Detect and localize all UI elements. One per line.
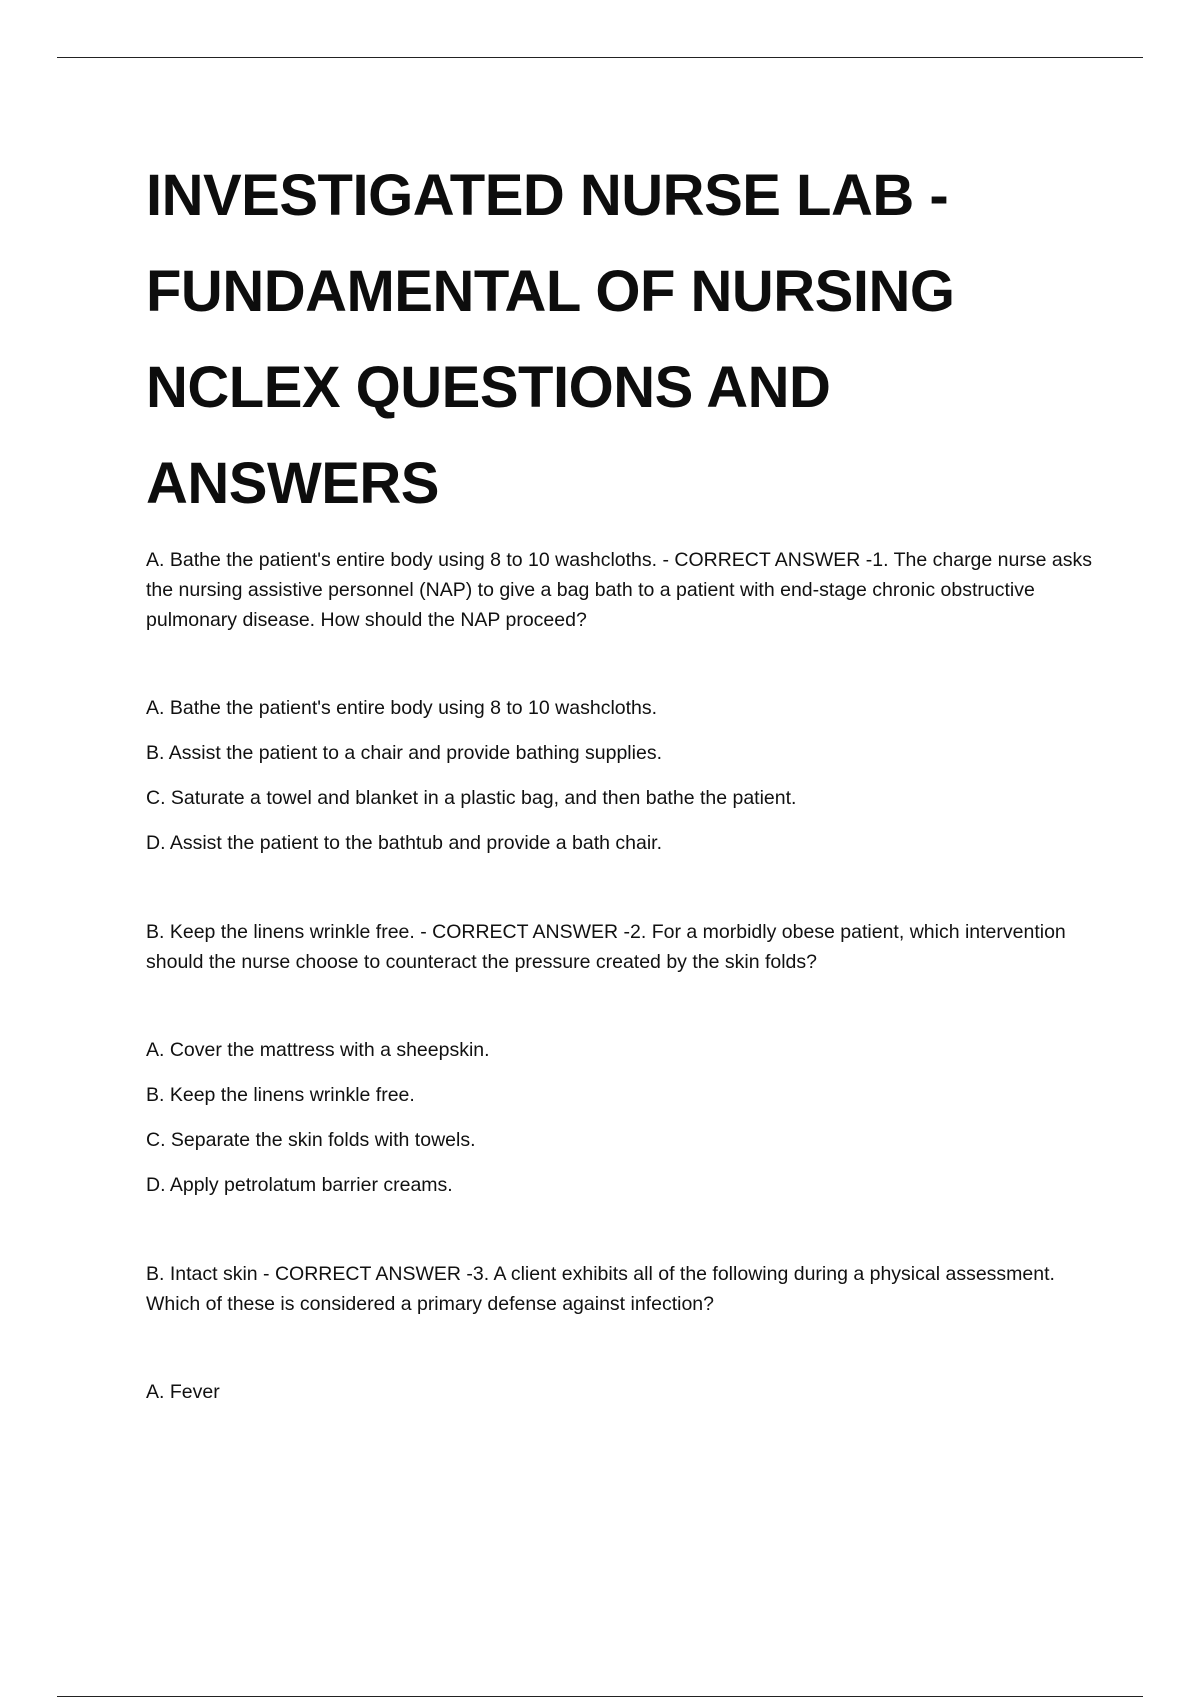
answer-options: [146, 693, 1096, 873]
answer-option: C. Saturate a towel and blanket in a plastic bag, and then bathe the patient.: [146, 787, 797, 809]
question-stem: B. Intact skin - CORRECT ANSWER -3. A client exhibits all of the following during a physical assessment. Which of these is considered a primary defense against infection?: [146, 1263, 1055, 1315]
answer-option: C. Separate the skin folds with towels.: [146, 1129, 476, 1151]
title-line: INVESTIGATED NURSE LAB -: [146, 163, 949, 228]
title-line: FUNDAMENTAL OF NURSING: [146, 259, 955, 324]
answer-option: A. Cover the mattress with a sheepskin.: [146, 1039, 490, 1061]
question-stem: A. Bathe the patient's entire body using 8 to 10 washcloths. - CORRECT ANSWER -1. The charge nurse asks the nursing assistive personnel (NAP) to give a bag bath to a patient with end-stage chronic obstructive pulmonary disease. How should the NAP proceed?: [146, 549, 1092, 631]
answer-option: B. Assist the patient to a chair and provide bathing supplies.: [146, 742, 662, 764]
bottom-divider: [57, 1696, 1143, 1697]
answer-option: D. Apply petrolatum barrier creams.: [146, 1174, 453, 1196]
page-title: [146, 148, 1106, 532]
answer-option: B. Keep the linens wrinkle free.: [146, 1084, 415, 1106]
answer-option: D. Assist the patient to the bathtub and provide a bath chair.: [146, 832, 663, 854]
answer-options: [146, 1377, 1096, 1422]
question-stem: B. Keep the linens wrinkle free. - CORRECT ANSWER -2. For a morbidly obese patient, which intervention should the nurse choose to counteract the pressure created by the skin folds?: [146, 921, 1066, 973]
answer-options: [146, 1035, 1096, 1215]
answer-option: A. Bathe the patient's entire body using 8 to 10 washcloths.: [146, 697, 658, 719]
title-line: ANSWERS: [146, 451, 439, 516]
question-block: [146, 1259, 1096, 1422]
title-line: NCLEX QUESTIONS AND: [146, 355, 831, 420]
answer-option: A. Fever: [146, 1381, 220, 1403]
question-block: [146, 545, 1096, 873]
question-list: [146, 545, 1096, 1422]
top-divider: [57, 57, 1143, 58]
question-block: [146, 917, 1096, 1215]
